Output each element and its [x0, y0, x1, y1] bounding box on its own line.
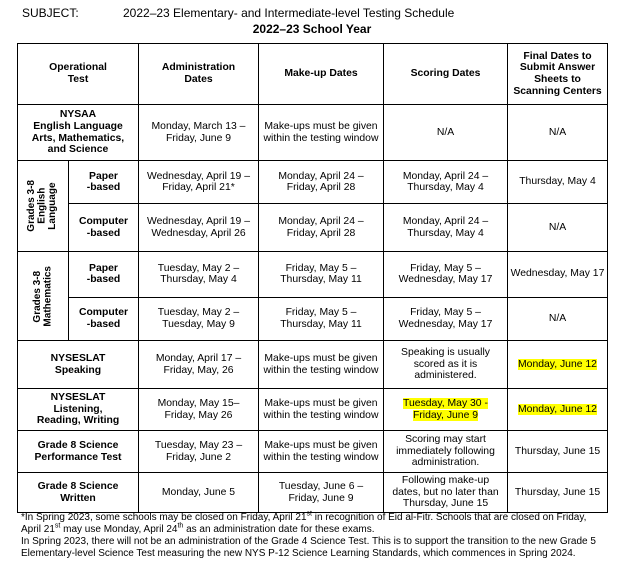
header-scoring-dates — [384, 44, 508, 105]
footnote-line-4: Elementary-level Science Test measuring the new NYS P-12 Science Learning Standards, which commences in Spring 2024. — [21, 548, 576, 559]
cell-line: within the testing window — [263, 451, 379, 463]
cell-line: Scoring may start — [405, 434, 486, 446]
footnote-line-2 — [21, 524, 621, 536]
scoring-dates-science-performance — [384, 431, 508, 473]
cell-line: Thursday, May 4 — [160, 274, 237, 286]
footnotes — [21, 512, 621, 560]
cell-line: Arts, Mathematics, — [31, 132, 125, 144]
cell-line: Performance Test — [34, 451, 122, 463]
cell-line: Tuesday, May 30 - — [403, 397, 488, 409]
cell-line: N/A — [548, 126, 567, 138]
cell-line: Administration — [161, 62, 236, 74]
cell-line: scored as it is — [413, 358, 478, 370]
final-dates-math-computer — [508, 297, 608, 341]
makeup-dates-nysaa — [259, 105, 384, 161]
test-name-nyseslat-speaking — [18, 341, 139, 389]
scoring-dates-nyseslat-speaking — [384, 341, 508, 389]
cell-line: -based — [86, 318, 121, 330]
table-row-ela-computer — [18, 204, 608, 252]
final-dates-ela-computer — [508, 204, 608, 252]
makeup-dates-science-performance — [259, 431, 384, 473]
cell-line: Operational — [49, 62, 107, 74]
table-row-nysaa — [18, 105, 608, 161]
scoring-dates-math-computer — [384, 297, 508, 341]
cell-line: Paper — [89, 170, 118, 182]
makeup-dates-nyseslat-speaking — [259, 341, 384, 389]
test-name-science-performance — [18, 431, 139, 473]
cell-line: within the testing window — [263, 409, 379, 421]
header-make-up-dates — [259, 44, 384, 105]
admin-dates-ela-paper-end: Friday, April 21 — [162, 182, 231, 194]
cell-line: Monday, April 17 – — [155, 352, 242, 364]
test-name-nyseslat-lrw — [18, 389, 139, 431]
cell-line: Friday, May 5 – — [410, 262, 481, 274]
footnote-line-3: In Spring 2023, there will not be an administration of the Grade 4 Science Test. This is to support the transition to the new Grade 5 — [21, 536, 596, 547]
final-dates-ela-paper — [508, 161, 608, 204]
scoring-dates-ela-paper — [384, 161, 508, 204]
footnote-superscript: th — [177, 522, 184, 530]
cell-line: N/A — [548, 221, 567, 233]
cell-line: Submit Answer — [519, 62, 596, 74]
cell-line: Make-ups must be given — [264, 352, 378, 364]
makeup-dates-math-computer — [259, 297, 384, 341]
cell-line: Monday, June 12 — [518, 358, 597, 370]
table-row-nyseslat-speaking — [18, 341, 608, 389]
cell-line: -based — [86, 227, 121, 239]
cell-line: Grade 8 Science — [37, 480, 119, 492]
cell-line: Make-up Dates — [284, 68, 358, 80]
makeup-dates-nyseslat-lrw — [259, 389, 384, 431]
cell-line: Computer — [78, 307, 129, 319]
cell-line: Friday, June 9 — [288, 492, 354, 504]
cell-line: and Science — [47, 144, 109, 156]
cell-line: Thursday, June 15 — [402, 498, 489, 510]
admin-dates-math-computer — [139, 297, 259, 341]
admin-dates-ela-computer — [139, 204, 259, 252]
cell-line: Paper — [89, 262, 118, 274]
group-label-math-text — [33, 266, 54, 327]
scoring-dates-ela-computer — [384, 204, 508, 252]
cell-line: Thursday, May 4 — [407, 182, 484, 194]
cell-line: Friday, May 5 – — [285, 307, 357, 319]
table-row-math-paper — [18, 252, 608, 298]
cell-line: Scanning Centers — [513, 85, 602, 97]
footnote-text: April 21 — [21, 524, 55, 535]
cell-line: Thursday, June 15 — [514, 445, 601, 457]
final-dates-nyseslat-lrw-text — [518, 404, 597, 415]
admin-dates-nyseslat-lrw — [139, 389, 259, 431]
final-dates-science-written — [508, 473, 608, 513]
cell-line: Speaking is usually — [401, 347, 490, 359]
makeup-dates-math-paper — [259, 252, 384, 298]
makeup-dates-ela-paper — [259, 161, 384, 204]
cell-line: Tuesday, May 2 – — [157, 307, 240, 319]
final-dates-science-performance — [508, 431, 608, 473]
cell-line: Monday, April 24 – — [278, 170, 364, 182]
cell-line: Following make-up — [401, 475, 490, 487]
cell-line: Tuesday, May 2 – — [157, 262, 240, 274]
cell-line: Monday, June 12 — [518, 403, 597, 415]
scoring-dates-science-written — [384, 473, 508, 513]
group-label-ela-text — [27, 180, 59, 232]
test-name-math-computer — [69, 297, 139, 341]
cell-line: Monday, April 24 – — [278, 216, 364, 228]
cell-line: Tuesday, May 23 – — [154, 439, 243, 451]
footnote-marker: * — [230, 182, 235, 194]
cell-line: Wednesday, April 19 – — [146, 216, 250, 228]
admin-dates-nysaa — [139, 105, 259, 161]
cell-line: Wednesday, May 17 — [510, 268, 605, 280]
test-name-ela-paper — [69, 161, 139, 204]
cell-line: within the testing window — [263, 364, 379, 376]
cell-line: dates, but no later than — [392, 486, 499, 498]
cell-line: Thursday, June 15 — [514, 486, 601, 498]
cell-line: Friday, May 26 — [164, 409, 233, 421]
cell-line: N/A — [548, 312, 567, 324]
cell-line: Computer — [78, 216, 129, 228]
cell-line: administration. — [411, 457, 480, 469]
footnote-text: as an administration date for these exams. — [183, 524, 375, 535]
makeup-dates-ela-computer — [259, 204, 384, 252]
cell-line: Friday, April 28 — [286, 227, 356, 239]
cell-line: Wednesday, May 17 — [398, 318, 493, 330]
table-row-nyseslat-lrw — [18, 389, 608, 431]
table-row-science-written — [18, 473, 608, 513]
cell-line: immediately following — [396, 445, 495, 457]
cell-line: Reading, Writing — [36, 415, 120, 427]
cell-line: Mathematics — [42, 265, 53, 327]
cell-line: Make-ups must be given — [264, 439, 378, 451]
test-name-ela-computer — [69, 204, 139, 252]
final-dates-nysaa — [508, 105, 608, 161]
final-dates-nyseslat-lrw — [508, 389, 608, 431]
cell-line: Monday, April 24 – — [402, 170, 489, 182]
cell-line: Listening, — [53, 403, 103, 415]
scoring-dates-nyseslat-lrw — [384, 389, 508, 431]
cell-line: Thursday, May 4 — [519, 176, 596, 188]
cell-line: Speaking — [54, 364, 102, 376]
cell-line: Thursday, May 4 — [407, 227, 484, 239]
table-row-science-performance — [18, 431, 608, 473]
cell-line: Sheets to — [534, 74, 581, 85]
test-name-science-written — [18, 473, 139, 513]
table-row-math-computer — [18, 297, 608, 341]
scoring-dates-math-paper — [384, 252, 508, 298]
cell-line: Thursday, May 11 — [280, 274, 362, 286]
header-administration-dates — [139, 44, 259, 105]
cell-line: Thursday, May 11 — [280, 318, 362, 330]
scoring-dates-nysaa — [384, 105, 508, 161]
cell-line: Wednesday, May 17 — [398, 274, 493, 286]
cell-line: within the testing window — [263, 132, 379, 144]
cell-line: -based — [86, 274, 121, 286]
cell-line: administered. — [414, 370, 477, 382]
cell-line: Friday, June 9 — [165, 132, 232, 144]
cell-line: Scoring Dates — [410, 68, 481, 80]
admin-dates-science-written — [139, 473, 259, 513]
admin-dates-science-performance — [139, 431, 259, 473]
cell-line: Monday, May 15– — [157, 397, 240, 409]
makeup-dates-science-written — [259, 473, 384, 513]
cell-line: Grade 8 Science — [37, 439, 119, 451]
school-year-heading: 2022–23 School Year — [252, 22, 372, 36]
group-label-ela — [18, 161, 69, 252]
footnote-text: *In Spring 2023, some schools may be closed on Friday, April 21 — [21, 512, 307, 523]
cell-line: NYSESLAT — [50, 392, 106, 404]
cell-line: Tuesday, June 6 – — [278, 480, 364, 492]
scoring-dates-nyseslat-lrw-text — [403, 398, 488, 421]
cell-line: Monday, April 24 – — [402, 216, 489, 228]
cell-line: Friday, May 5 – — [410, 307, 481, 319]
cell-line: Make-ups must be given — [264, 397, 378, 409]
cell-line: Monday, March 13 – — [151, 120, 246, 132]
cell-line: Friday, June 9 — [412, 409, 479, 421]
test-name-nysaa — [18, 105, 139, 161]
cell-line: NYSAA — [59, 109, 97, 121]
cell-line: Dates — [184, 74, 213, 85]
final-dates-nyseslat-speaking — [508, 341, 608, 389]
subject-label: SUBJECT: — [22, 6, 79, 20]
cell-line: English — [36, 187, 48, 225]
test-name-math-paper — [69, 252, 139, 298]
footnote-text: in recognition of Eid al-Fitr. Schools that are closed on Friday, — [311, 512, 587, 523]
cell-line: Wednesday, April 26 — [151, 227, 246, 239]
footnote-line-1 — [21, 512, 621, 524]
cell-line: Monday, June 5 — [161, 486, 236, 498]
cell-line: Final Dates to — [523, 50, 592, 62]
footnote-text: may use Monday, April 24 — [60, 524, 178, 535]
group-label-math — [18, 252, 69, 341]
cell-line: Friday, May 5 – — [285, 262, 357, 274]
subject-title: 2022–23 Elementary- and Intermediate-level Testing Schedule — [123, 6, 455, 20]
cell-line: NYSESLAT — [50, 352, 106, 364]
admin-dates-nyseslat-speaking — [139, 341, 259, 389]
header-operational-test — [18, 44, 139, 105]
cell-line: Language — [47, 182, 59, 230]
footnote-superscript: st — [306, 510, 312, 518]
cell-line: Tuesday, May 9 — [162, 318, 235, 330]
footnote-superscript: st — [54, 522, 61, 530]
testing-schedule-table — [17, 43, 608, 513]
cell-line: Make-ups must be given — [264, 120, 378, 132]
cell-line: Test — [67, 74, 89, 85]
cell-line: Grades 3-8 — [31, 270, 43, 322]
cell-line: Friday, April 28 — [286, 182, 356, 194]
admin-dates-math-paper — [139, 252, 259, 298]
cell-line: N/A — [436, 126, 455, 138]
table-row-ela-paper — [18, 161, 608, 204]
final-dates-nyseslat-speaking-text — [518, 359, 597, 370]
header-row — [18, 44, 608, 105]
cell-line: Friday, June 2 — [165, 451, 232, 463]
admin-dates-ela-paper-start: Wednesday, April 19 – — [146, 170, 250, 182]
admin-dates-ela-paper — [139, 161, 259, 204]
final-dates-math-paper — [508, 252, 608, 298]
cell-line: -based — [86, 182, 121, 194]
cell-line: English Language — [33, 120, 123, 132]
cell-line: Grades 3-8 — [26, 180, 38, 232]
cell-line: Written — [60, 492, 96, 504]
header-final-dates — [508, 44, 608, 105]
subject-line — [22, 6, 454, 20]
cell-line: Friday, May, 26 — [163, 364, 234, 376]
